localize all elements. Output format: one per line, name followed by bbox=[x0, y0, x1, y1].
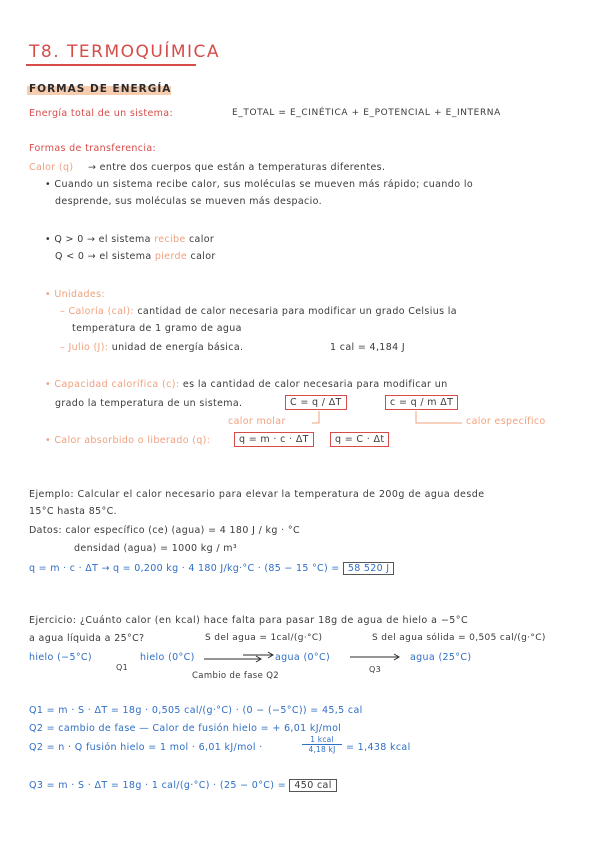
calc-q3-text: m · S · ΔT = 18g · 1 cal/(g·°C) · (25 − 0°C) = bbox=[58, 780, 287, 791]
ejercicio-line1 bbox=[29, 614, 468, 627]
ejercicio-text1: ¿Cuánto calor (en kcal) hace falta para pasar 18g de agua de hielo a −5°C bbox=[79, 615, 469, 626]
calor-definition: → entre dos cuerpos que están a temperaturas diferentes. bbox=[88, 162, 386, 173]
calc-q2b-label: Q2 = bbox=[29, 742, 55, 753]
page-title: T8. TERMOQUÍMICA bbox=[29, 42, 221, 62]
capacidad-text1: es la cantidad de calor necesaria para modificar un bbox=[182, 379, 448, 390]
energy-total-label: Energía total de un sistema: bbox=[29, 108, 174, 119]
datos-line1 bbox=[29, 524, 300, 537]
chain-agua-0: agua (0°C) bbox=[275, 652, 331, 663]
formula-molar: C = q / ΔT bbox=[285, 395, 347, 410]
transfer-heading: Formas de transferencia: bbox=[29, 143, 157, 154]
absorbido-formula2: q = C · Δt bbox=[330, 432, 389, 447]
sign-negative-word: pierde bbox=[154, 251, 188, 262]
ejemplo-line2: 15°C hasta 85°C. bbox=[29, 506, 117, 517]
caloria-text2: temperatura de 1 gramo de agua bbox=[72, 323, 242, 334]
arrow-molar bbox=[312, 411, 319, 423]
fraction-denominator: 4,18 kJ bbox=[308, 745, 336, 754]
sign-positive-suffix: calor bbox=[188, 234, 215, 245]
calc-q2b bbox=[29, 741, 263, 754]
calor-label: Calor (q) bbox=[29, 162, 74, 173]
note-molar: calor molar bbox=[228, 416, 286, 427]
julio-label: – Julio (J): bbox=[60, 342, 109, 353]
ejercicio-line2c: S del agua sólida = 0,505 cal/(g·°C) bbox=[372, 633, 546, 643]
calc-q2b-result: = 1,438 kcal bbox=[346, 742, 411, 753]
calor-bullet-line2: desprende, sus moléculas se mueven más despacio. bbox=[55, 196, 322, 207]
calc-q2-label: Q2 = bbox=[29, 723, 55, 734]
note-especifico: calor específico bbox=[466, 416, 546, 427]
sign-negative-prefix: Q < 0 → el sistema bbox=[55, 251, 152, 262]
chain-q1: Q1 bbox=[116, 663, 129, 672]
calc-q1-label: Q1 = bbox=[29, 705, 55, 716]
ejercicio-line2a: a agua líquida a 25°C? bbox=[29, 633, 145, 644]
ejercicio-line2b: S del agua = 1cal/(g·°C) bbox=[205, 633, 323, 643]
calor-bullet-line1: • Cuando un sistema recibe calor, sus moléculas se mueven más rápido; cuando lo bbox=[45, 179, 474, 190]
capacidad-text2: grado la temperatura de un sistema. bbox=[55, 398, 243, 409]
chain-hielo-0: hielo (0°C) bbox=[140, 652, 195, 663]
datos-line2: densidad (agua) = 1000 kg / m³ bbox=[74, 543, 238, 554]
calc-q3-label: Q3 = bbox=[29, 780, 55, 791]
formula-especifico: c = q / m ΔT bbox=[385, 395, 458, 410]
ejemplo-line1 bbox=[29, 488, 485, 501]
absorbido-formula1: q = m · c · ΔT bbox=[234, 432, 314, 447]
sign-positive-prefix: • Q > 0 → el sistema bbox=[45, 234, 151, 245]
calc-q3 bbox=[29, 779, 337, 792]
ejemplo-calc-text: q = m · c · ΔT → q = 0,200 kg · 4 180 J/kg·°C · (85 − 15 °C) = bbox=[29, 563, 340, 574]
ejercicio-label: Ejercicio: bbox=[29, 615, 77, 626]
calc-q1 bbox=[29, 704, 363, 717]
energy-total-formula: E_TOTAL = E_CINÉTICA + E_POTENCIAL + E_INTERNA bbox=[232, 108, 501, 118]
sign-positive-word: recibe bbox=[154, 234, 186, 245]
fraction-numerator: 1 kcal bbox=[302, 735, 342, 745]
caloria-text: cantidad de calor necesaria para modificar un grado Celsius la bbox=[137, 306, 457, 317]
conversion: 1 cal = 4,184 J bbox=[330, 342, 406, 353]
julio-text: unidad de energía básica. bbox=[111, 342, 244, 353]
chain-cambio: Cambio de fase Q2 bbox=[192, 671, 280, 681]
chain-hielo-5: hielo (−5°C) bbox=[29, 652, 92, 663]
absorbido-label: • Calor absorbido o liberado (q): bbox=[45, 435, 211, 446]
caloria-label: – Caloría (cal): bbox=[60, 306, 134, 317]
calc-q2b-text: n · Q fusión hielo = 1 mol · 6,01 kJ/mol · bbox=[58, 742, 263, 753]
ejemplo-calc bbox=[29, 562, 394, 575]
unidades-heading: • Unidades: bbox=[45, 289, 105, 300]
fraction bbox=[302, 735, 342, 754]
capacidad-label: • Capacidad calorífica (c): bbox=[45, 379, 180, 390]
datos-text1: calor específico (ce) (agua) = 4 180 J / kg · °C bbox=[65, 525, 300, 536]
section-heading: FORMAS DE ENERGÍA bbox=[29, 83, 172, 95]
arrow-especifico bbox=[416, 411, 462, 423]
calc-q3-result: 450 cal bbox=[289, 779, 336, 792]
calc-q2-text: cambio de fase — Calor de fusión hielo = + 6,01 kJ/mol bbox=[58, 723, 342, 734]
datos-label: Datos: bbox=[29, 525, 62, 536]
sign-negative-suffix: calor bbox=[190, 251, 216, 262]
ejemplo-text1: Calcular el calor necesario para elevar la temperatura de 200g de agua desde bbox=[77, 489, 485, 500]
ejemplo-label: Ejemplo: bbox=[29, 489, 75, 500]
calc-q1-text: m · S · ΔT = 18g · 0,505 cal/(g·°C) · (0 − (−5°C)) = 45,5 cal bbox=[58, 705, 363, 716]
chain-q3: Q3 bbox=[369, 665, 382, 674]
chain-agua-25: agua (25°C) bbox=[410, 652, 472, 663]
calc-q2 bbox=[29, 722, 341, 735]
ejemplo-result: 58 520 J bbox=[343, 562, 394, 575]
